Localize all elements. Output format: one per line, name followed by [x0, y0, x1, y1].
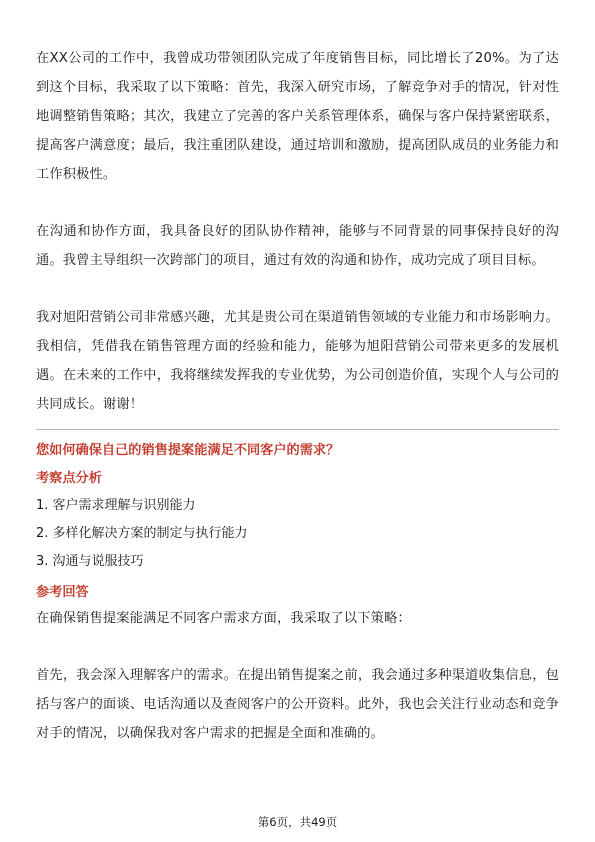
paragraph-achievement: 在XX公司的工作中，我曾成功带领团队完成了年度销售目标，同比增长了20%。为了达到这个目标，我采取了以下策略：首先，我深入研究市场，了解竞争对手的情况，针对性地调整销售策略；其次，我建立了完善的客户关系管理体系，确保与客户保持紧密联系，提高客户满意度；最后，我注重团队建设，通过培训和激励，提高团队成员的业务能力和工作积极性。 [36, 51, 559, 182]
page-number-footer: 第6页，共49页 [257, 815, 338, 829]
paragraph-communication: 在沟通和协作方面，我具备良好的团队协作精神，能够与不同背景的同事保持良好的沟通。我曾主导组织一次跨部门的项目，通过有效的沟通和协作，成功完成了项目目标。 [36, 224, 559, 268]
answer-paragraph: 首先，我会深入理解客户的需求。在提出销售提案之前，我会通过多种渠道收集信息，包括与客户的面谈、电话沟通以及查阅客户的公开资料。此外，我也会关注行业动态和竞争对手的情况，以确保我对客户需求的把握是全面和准确的。 [36, 668, 559, 741]
analysis-point: 2. 多样化解决方案的制定与执行能力 [36, 526, 248, 541]
question-heading: 您如何确保自己的销售提案能满足不同客户的需求？ [36, 443, 340, 458]
section-divider [36, 429, 559, 430]
page-content [36, 44, 559, 748]
paragraph-gap [36, 275, 559, 303]
paragraph-gap [36, 189, 559, 217]
paragraph-gap [36, 633, 559, 661]
analysis-point: 3. 沟通与说服技巧 [36, 554, 144, 569]
analysis-title: 考察点分析 [36, 471, 102, 486]
answer-title: 参考回答 [36, 585, 89, 600]
paragraph-interest: 我对旭阳营销公司非常感兴趣，尤其是贵公司在渠道销售领域的专业能力和市场影响力。我相信，凭借我在销售管理方面的经验和能力，能够为旭阳营销公司带来更多的发展机遇。在未来的工作中，我将继续发挥我的专业优势，为公司创造价值，实现个人与公司的共同成长。谢谢！ [36, 310, 559, 412]
answer-intro: 在确保销售提案能满足不同客户需求方面，我采取了以下策略： [36, 611, 411, 626]
analysis-point: 1. 客户需求理解与识别能力 [36, 498, 196, 513]
